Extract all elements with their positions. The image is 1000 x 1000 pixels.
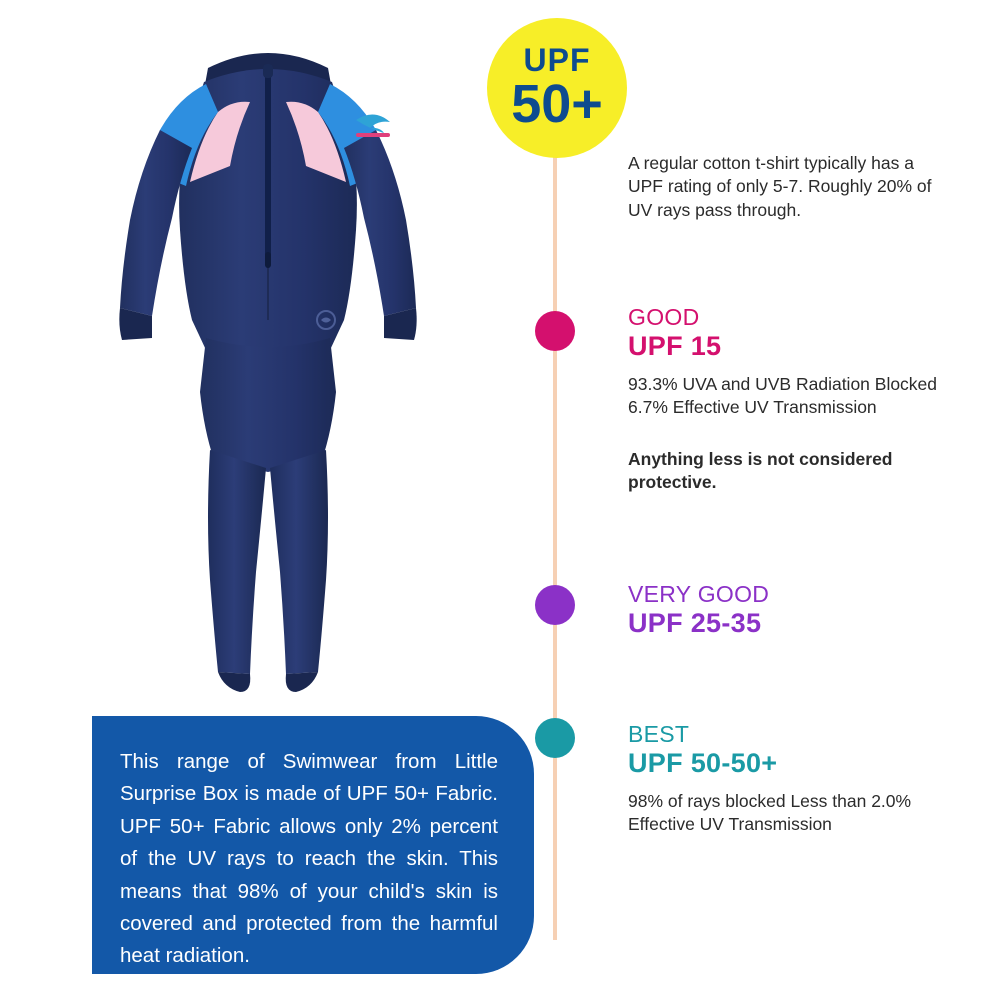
timeline-connector xyxy=(553,110,557,940)
rating-good-value: UPF 15 xyxy=(628,330,722,361)
upf-badge xyxy=(487,18,627,158)
rating-good-body: 93.3% UVA and UVB Radiation Blocked 6.7% Effective UV Transmission xyxy=(628,373,938,418)
product-image xyxy=(60,20,480,720)
spacer xyxy=(628,420,948,436)
swimsuit-illustration xyxy=(60,20,480,720)
rating-best-value: UPF 50-50+ xyxy=(628,747,778,778)
cotton-tshirt-note: A regular cotton t-shirt typically has a UPF rating of only 5-7. Roughly 20% of UV rays pass through. xyxy=(628,153,932,220)
rating-very-good-value: UPF 25-35 xyxy=(628,607,762,638)
rating-good xyxy=(628,305,948,494)
upf-badge-line1: UPF xyxy=(523,41,591,78)
timeline-dot-good xyxy=(535,311,575,351)
rating-best-body: 98% of rays blocked Less than 2.0% Effective UV Transmission xyxy=(628,790,912,835)
rating-best-title: BEST xyxy=(628,721,690,747)
upf-badge-line2: 50+ xyxy=(511,73,603,134)
description-panel xyxy=(92,716,534,974)
rating-best xyxy=(628,722,948,837)
timeline-dot-very-good xyxy=(535,585,575,625)
rating-good-title: GOOD xyxy=(628,304,700,330)
rating-very-good-title: VERY GOOD xyxy=(628,581,770,607)
timeline-dot-best xyxy=(535,718,575,758)
description-text: This range of Swimwear from Little Surprise Box is made of UPF 50+ Fabric. UPF 50+ Fabric allows only 2% percent of the UV rays to reach the skin. This means that 98% of your child's skin is covered and protected from the harmful heat radiation. xyxy=(120,750,498,968)
rating-very-good xyxy=(628,582,948,638)
rating-good-body2: Anything less is not considered protective. xyxy=(628,448,893,492)
